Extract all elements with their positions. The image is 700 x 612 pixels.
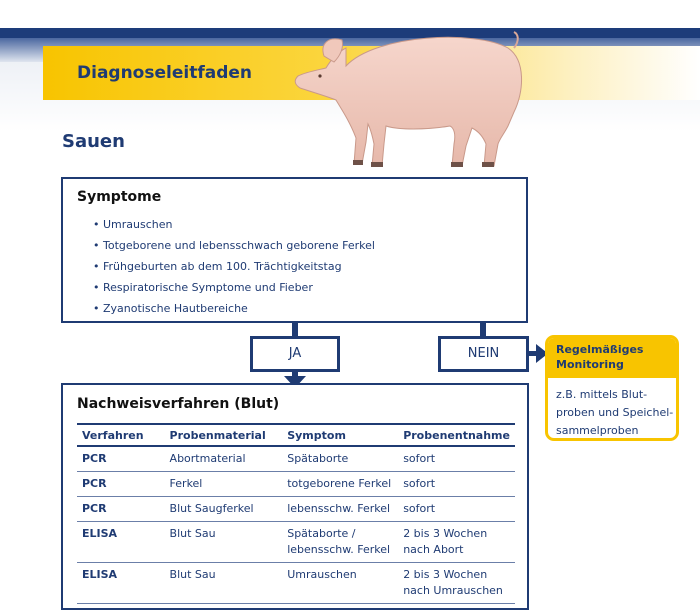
cell-symptom: Spätaborte [282, 446, 398, 472]
cell-symptom: Umrauschen [282, 563, 398, 604]
section-title: Sauen [62, 131, 125, 152]
symptoms-title: Symptome [77, 189, 162, 205]
cell-entnahme: sofort [398, 446, 515, 472]
column-header: Symptom [282, 424, 398, 446]
list-item: • Frühgeburten ab dem 100. Trächtigkeitstag [93, 260, 342, 273]
table-header-row [77, 424, 515, 446]
cell-material: Blut Saugferkel [165, 497, 283, 522]
cell-verfahren: ELISA [77, 522, 165, 563]
yes-label-box: JA [250, 336, 340, 372]
cell-symptom: totgeborene Ferkel [282, 472, 398, 497]
cell-material: Blut Sau [165, 522, 283, 563]
list-item: • Zyanotische Hautbereiche [93, 302, 248, 315]
table-row [77, 563, 515, 604]
cell-verfahren: PCR [77, 497, 165, 522]
column-header: Verfahren [77, 424, 165, 446]
cell-symptom: Spätaborte / lebensschw. Ferkel [282, 522, 398, 563]
table-row [77, 522, 515, 563]
table-row [77, 472, 515, 497]
methods-title: Nachweisverfahren (Blut) [77, 396, 280, 412]
monitoring-text: z.B. mittels Blut- proben und Speichel- sammelproben [556, 388, 674, 437]
list-item: • Respiratorische Symptome und Fieber [93, 281, 313, 294]
cell-material: Ferkel [165, 472, 283, 497]
list-item: • Totgeborene und lebensschwach geborene Ferkel [93, 239, 375, 252]
cell-material: Blut Sau [165, 563, 283, 604]
cell-symptom: lebensschw. Ferkel [282, 497, 398, 522]
cell-verfahren: ELISA [77, 563, 165, 604]
page-title: Diagnoseleitfaden [77, 63, 252, 83]
cell-material: Abortmaterial [165, 446, 283, 472]
connector-ja-top [292, 321, 298, 337]
connector-nein-top [480, 321, 486, 337]
monitoring-title: Regelmäßiges Monitoring [556, 343, 644, 371]
methods-table [77, 423, 515, 604]
no-label-box: NEIN [438, 336, 529, 372]
cell-entnahme: 2 bis 3 Wochen nach Abort [398, 522, 515, 563]
cell-entnahme: sofort [398, 472, 515, 497]
cell-entnahme: 2 bis 3 Wochen nach Umrauschen [398, 563, 515, 604]
methods-box [61, 383, 529, 610]
table-row [77, 497, 515, 522]
cell-verfahren: PCR [77, 472, 165, 497]
cell-entnahme: sofort [398, 497, 515, 522]
cell-verfahren: PCR [77, 446, 165, 472]
column-header: Probenmaterial [165, 424, 283, 446]
table-row [77, 446, 515, 472]
monitoring-box [545, 335, 679, 441]
list-item: • Umrauschen [93, 218, 173, 231]
column-header: Probenentnahme [398, 424, 515, 446]
